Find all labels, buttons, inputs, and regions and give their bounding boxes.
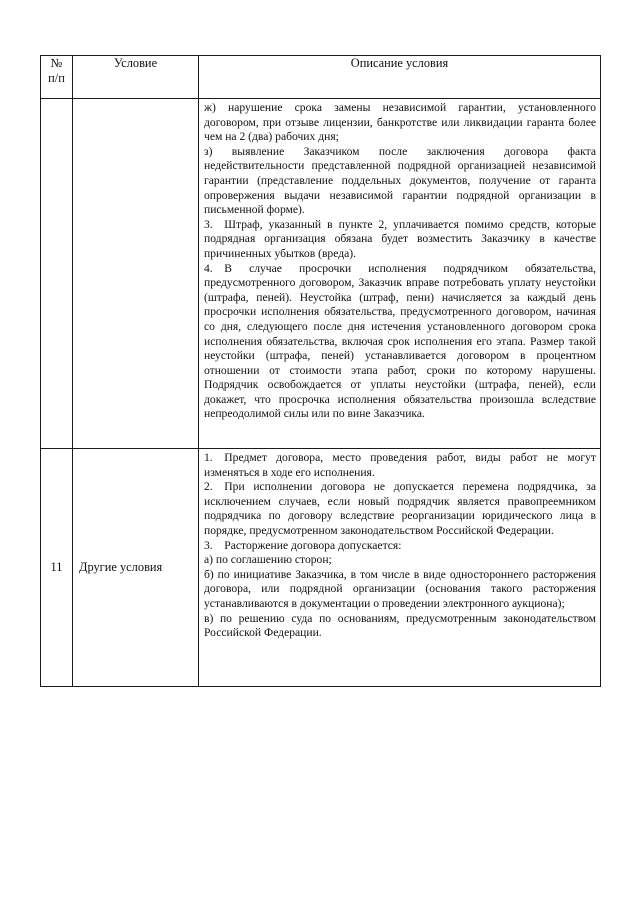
- row-condition: [73, 99, 199, 449]
- description-paragraph: б) по инициативе Заказчика, в том числе в виде одностороннего расторжения договора, или подрядной организации (основания такого расторжения устанавливаются в документации о проведении электронного аукциона);: [204, 567, 596, 610]
- row-number: 11: [41, 449, 73, 687]
- row-description: [199, 99, 601, 449]
- row-number: [41, 99, 73, 449]
- description-paragraph: 4. В случае просрочки исполнения подрядчиком обязательства, предусмотренного договором, Заказчик вправе потребовать уплату неустойки (штрафа, пеней). Неустойка (штраф, пени) начисляется за каждый день просрочки исполнения обязательства, предусмотренного договором, начиная со дня, следующего после дня истечения установленного договором срока исполнения обязательства, включая срок исполнения его этапа. Размер такой неустойки (штрафа, пеней) устанавливается договором в процентном отношении от стоимости этапа работ, сроки по которому нарушены. Подрядчик освобождается от уплаты неустойки (штрафа, пеней), если докажет, что просрочка исполнения обязательства произошла вследствие непреодолимой силы или по вине Заказчика.: [204, 261, 596, 421]
- description-paragraph: в) по решению суда по основаниям, предусмотренным законодательством Российской Федерации.: [204, 611, 596, 640]
- description-paragraph: ж) нарушение срока замены независимой гарантии, установленного договором, при отзыве лицензии, банкротстве или ликвидации гаранта более чем на 2 (два) рабочих дня;: [204, 101, 596, 144]
- header-number: [41, 56, 73, 99]
- description-paragraph: 3. Штраф, указанный в пункте 2, уплачивается помимо средств, которые подрядная организация обязана будет возместить Заказчику в качестве причиненных убытков (вреда).: [204, 217, 596, 260]
- header-description: Описание условия: [199, 56, 601, 99]
- description-paragraph: а) по соглашению сторон;: [204, 553, 332, 567]
- description-paragraph: 2. При исполнении договора не допускается перемена подрядчика, за исключением случаев, если новый подрядчик является правопреемником подрядчика по договору вследствие реорганизации юридического лица в порядке, предусмотренном законодательством Российской Федерации.: [204, 480, 596, 537]
- description-paragraph: з) выявление Заказчиком после заключения договора факта недействительности представленной подрядной организацией независимой гарантии (представление поддельных документов, получение от гаранта опровержения выдачи независимой гарантии подрядной организации в письменной форме).: [204, 144, 596, 217]
- header-number-symbol: №: [50, 56, 63, 70]
- table-header-row: [41, 56, 601, 99]
- row-description: [199, 449, 601, 687]
- header-number-abbr: п/п: [48, 71, 65, 85]
- table-row: [41, 99, 601, 449]
- header-condition: Условие: [73, 56, 199, 99]
- conditions-table: [40, 55, 601, 687]
- description-paragraph: 3. Расторжение договора допускается:: [204, 538, 402, 552]
- table-row: [41, 449, 601, 687]
- row-condition: Другие условия: [73, 449, 199, 687]
- description-paragraph: 1. Предмет договора, место проведения работ, виды работ не могут изменяться в ходе его исполнения.: [204, 451, 596, 479]
